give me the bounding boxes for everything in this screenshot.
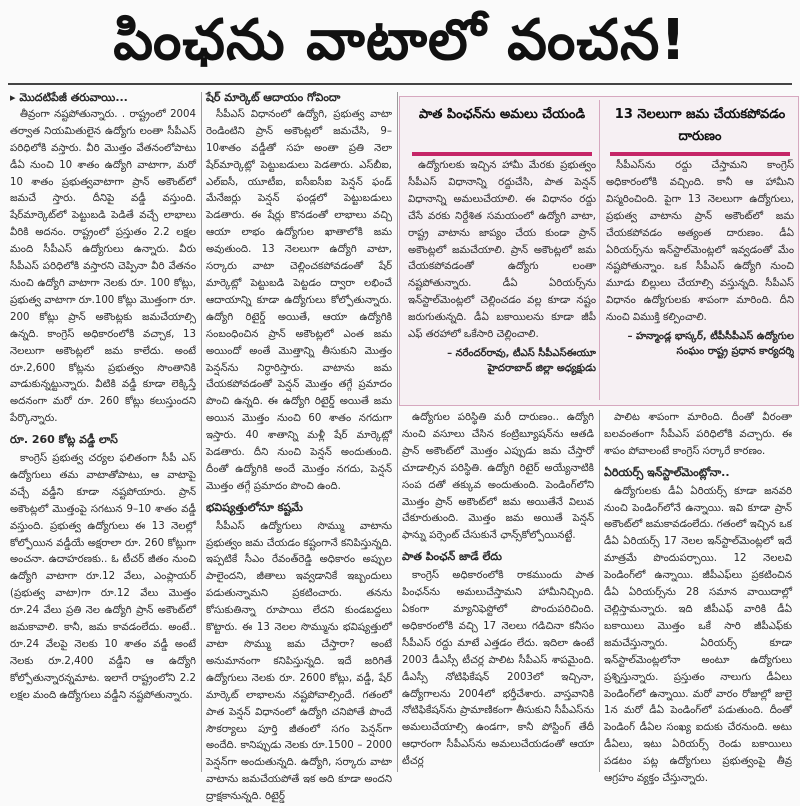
column-rule — [599, 410, 600, 772]
paragraph: ఉద్యోగులకు ఇచ్చిన హామీ మేరకు ప్రభుత్వం సీపీఎస్ విధానాన్ని రద్దుచేసి, పాత పెన్షన్ విధానాన్ని అమలుచేయాలి. ఈ విధానం రద్దు చేసే వరకు నిర్దేశిత సమయంలో ఉద్యోగి వాటా, రాష్ట్ర వాటాను జాప్యం చేయ కుండా ప్రాన్ అకౌంట్లలో జమచేయాలి. ప్రాన్ అకౌంట్లలో జమ చేయకపోవడంతో ఉద్యోగు లంతా నష్టపోతున్నారు. డీఏ ఏరియర్స్‌ను ఇన్‌స్టాల్‌మెంట్లలో చెల్లించడం వల్ల కూడా నష్టం జరుగుతున్నది. డీఏ బకాయిలను కూడా జీపీ ఎఫ్ తరహాలో ఒకేసారి చెల్లించాలి. — [408, 160, 596, 341]
kicker: ▸ మొదటిపేజీ తరువాయి... — [10, 91, 128, 104]
box-divider — [599, 100, 600, 400]
paragraph: ఉద్యోగులకు డీఏ ఏరియర్స్ కూడా జనవరి నుంచి పెండింగ్‌లోనే ఉన్నాయి. ఇవి కూడా ప్రాన్ అకౌంట్‌లో జమకావడంలేదు. గతంలో ఇచ్చిన ఒక డీఏ ఏరియర్స్ 17 నెలల ఇన్‌స్టాల్‌మెంట్లలో ఇదే మాత్రమే పొందుపర్చాయి. 12 నెలలవి పెండింగ్‌లో ఉన్నాయి. జీపీఎఫ్‌లు ప్రకటించిన డీఏ ఏరియర్స్‌ను 28 సమాన వాయిదాల్లో చెల్లిస్తామన్నారు. ఇది జీపీఎఫ్ వారికి డీఏ బకాయిలు మొత్తం ఒకే సారి జీపీఎఫ్‌కు జమచేస్తున్నారు. ఏరియర్స్ కూడా ఇన్‌స్టాల్‌మెంట్లలోనా అంటూ ఉద్యోగులు ప్రశ్నిస్తున్నారు. ప్రస్తుతం నాలుగు డీఏలు పెండింగ్‌లో ఉన్నాయి. మరో వారం రోజుల్లో జులై 1న మరో డీఏ పెండింగ్‌లో పడుతుంది. దీంతో పెండింగ్ డీఏల సంఖ్య ఐదుకు చేరనుంది. అటు డీఏలు, ఇటు ఏరియర్స్ రెండు బకాయిలు పడటం పట్ల ఉద్యోగులు ప్రభుత్వంపై తీవ్ర ఆగ్రహం వ్యక్తం చేస్తున్నారు. — [604, 485, 792, 785]
box-right-body — [606, 158, 794, 402]
box-left-heading: పాత పింఛన్‌ను అమలు చేయండి — [418, 107, 586, 122]
paragraph: సీపీఎస్‌ను రద్దు చేస్తామని కాంగ్రెస్ అధికారంలోకి వచ్చింది. కానీ ఆ హామీని విస్మరించింది. పైగా 13 నెలలుగా ఉద్యోగులు, ప్రభుత్వ వాటాను ప్రాన్ అకౌంట్‌లో జమ చేయకపోవడం అత్యంత దారుణం. డీఏ ఏరియర్స్‌ను ఇన్‌స్టాల్‌మెంట్లలో ఇవ్వడంతో మేం నష్టపోతున్నాం. ఒక సీపీఎస్ ఉద్యోగి నుంచి మూడు బిల్లులు చేయాల్సి వస్తున్నది. సీపీఎస్ విధానం ఉద్యోగులకు శాపంగా మారింది. దీని నుంచి విముక్తి కల్పించాలి. — [606, 160, 794, 324]
column-rule — [201, 92, 202, 772]
headline: పింఛను వాటాలో వంచన! — [113, 8, 687, 73]
box-left-accent-bar — [412, 152, 592, 156]
column-1 — [10, 90, 196, 774]
kicker: షేర్ మార్కెట్ ఆదాయం గోవిందా — [206, 91, 341, 104]
box-left-body — [408, 158, 596, 402]
column-4-lower — [604, 410, 792, 785]
paragraph: సీపీఎస్ ఉద్యోగులు సొమ్ము వాటాను ప్రభుత్వం జమ చేయడం కష్టంగానే కనిపిస్తున్నది. ఇప్పటికే సీఎం రేవంత్‌రెడ్డి అధికారం అప్పుల పాలైందని, జీతాలు ఇవ్వడానికే ఇబ్బందులు పడుతున్నామని ప్రకటించారు. తనను కోసుకుతిన్నా రూపాయి లేదని కుండబద్దలు కొట్టారు. ఈ 13 నెలల సొమ్మును భవిష్యత్తులో వాటా సొమ్ము జమ చేస్తారా? అంటే అనుమానంగా కనిపిస్తున్నది. ఇదే జరిగితే ఉద్యోగులు నెలకు రూ. 2600 కోట్లు, వడ్డీ, షేర్ మార్కెట్ లాభాలను నష్టపోవాల్సిందే. గతంలో పాత పెన్షన్ విధానంలో ఉద్యోగి చనిపోతే పొందే సౌకర్యాలు పూర్తి జీతంలో సగం పెన్షన్‌గా అందేది. కానిప్పుడు నెలకు రూ.1500 – 2000 పెన్షన్‌గా అందుతున్నది. ఉద్యోగి, సర్కారు వాటా వాటాను జమచేయపోతే ఇక అది కూడా అందని ద్రాక్షకానున్నది. రిటైర్డ్ — [206, 520, 392, 803]
paragraph: పాలిట శాపంగా మారింది. దీంతో వీరంతా బలవంతంగా సీపీఎస్ పరిధిలోకి వచ్చారు. ఈ శాపం పోవాలంటే కాంగ్రెస్ సర్కారే కారణం. — [604, 412, 792, 457]
paragraph: తీవ్రంగా నష్టపోతున్నారు. . రాష్ట్రంలో 2004 తర్వాత నియమితులైన ఉద్యోగు లంతా సీపీఎస్ పరిధిలోకి వస్తారు. వీరి మొత్తం వేతనంలోపాటు డీఏ నుంచి 10 శాతం ఉద్యోగి వాటాగా, మరో 10 శాతం ప్రభుత్వవాటాగా ప్రాన్ అకౌంట్‌లో జమచే స్తారు. దీనిపై వడ్డీ వస్తుంది. షేర్‌మార్కెట్‌లో పెట్టుబడి పెడితే వచ్చే లాభాలు వీరికి అదనం. రాష్ట్రంలో ప్రస్తుతం 2.2 లక్షల మంది సీపీఎస్ ఉద్యోగులు ఉన్నారు. వీరు సీపీఎస్ పరిధిలోకి వస్తారని చెప్పినా వీరి వేతనం నుంచి ఉద్యోగి వాటాగా నెలకు రూ. 100 కోట్లు, ప్రభుత్వ వాటాగా రూ.100 కోట్లు మొత్తంగా రూ. 200 కోట్లు ప్రాన్ అకౌంట్లకు జమచేయాల్సి ఉన్నది. కాంగ్రెస్ అధికారంలోకి వచ్చాక, 13 నెలలుగా అకౌంట్లలో జమ కాలేదు. అంటే రూ.2,600 కోట్లను ప్రభుత్వం సొంతానికి వాడుకున్నట్టున్నారు. వీటికి వడ్డీ కూడా లెక్కిస్తే అదనంగా మరో రూ. 260 కోట్లు కలుస్తుందని పేర్కొన్నారు. — [10, 108, 196, 425]
box-right-accent-bar — [610, 152, 790, 156]
paragraph: కాంగ్రెస్ అధికారంలోకి రాకముందు పాత పింఛన్‌ను అమలుచేస్తామని హామీనిచ్చింది. ఏకంగా మ్యానిఫెస్టోలో పొందుపరిచింది. అధికారంలోకి వచ్చి 17 నెలలు గడిచినా కనీసం సీపీఎస్ రద్దు మాటే ఎత్తడం లేదు. ఇదిలా ఉంటే 2003 డీఎస్సీ టీచర్ల పాలిట సీపీఎస్ శాపమైంది. డీఎస్సీ నోటిఫికేషన్ 2003లో ఇచ్చినా, ఉద్యోగాలను 2004లో భర్తీచేశారు. వాస్తవానికి నోటిఫికేషన్‌ను ప్రామాణికంగా తీసుకుని సీపీఎస్‌ను అమలుచేయాల్సి ఉండగా, కానీ పోస్టింగ్ తేదీ ఆధారంగా సీపీఎస్‌ను అమలుచేయడంతో ఆయా టీచర్ల — [402, 570, 594, 768]
column-2 — [206, 90, 392, 803]
box-right-signature: – హన్మాండ్ల భాస్కర్, టీపీసీపీఎస్ ఉద్యోగుల సంఘం రాష్ట్ర ప్రధాన కార్యదర్శి — [627, 331, 794, 358]
paragraph: సీపీఎస్ విధానంలో ఉద్యోగి, ప్రభుత్వ వాటా రెండింటిని ప్రాన్ అకౌంట్లలో జమచేసి, 9–10శాతం వడ్డీతో సహ అంతా ప్రతి నెలా షేర్‌మార్కెట్లో పెట్టుబడులు పెడతారు. ఎస్‌బీఐ, ఎల్ఐసీ, యూటీఐ, ఐసీఐసీఐ పెన్షన్ ఫండ్ మేనేజర్లు పెన్షన్ ఫండ్లలో పెట్టుబడులు పెడతారు. ఈ షేర్లు కొనడంతో లాభాలు వచ్చి ఆయా లాభం ఉద్యోగుల ఖాతాలోకి జమ అవుతుంది. 13 నెలలుగా ఉద్యోగి వాటా, సర్కారు వాటా చెల్లించకపోవడంతో షేర్ మార్కెట్లో పెట్టుబడి పెట్టడం ద్వారా లభించే ఆదాయాన్ని కూడా ఉద్యోగులు కోల్పోతున్నారు. ఉద్యోగి రిటైర్డ్ అయితే, ఆయా ఉద్యోగికి సంబంధించిన ప్రాన్ అకౌంట్లలో ఎంత జమ అయిందో అంతే మొత్తాన్ని తీసుకుని మొత్తం పెన్షన్‌ను నిర్ధారిస్తారు. వాటాను జమ చేయకపోవడంతో పెన్షన్ మొత్తం తగ్గే ప్రమాదం పొంచి ఉన్నది. ఈ ఉద్యోగి రిటైర్డ్ అయితే జమ అయిన మొత్తం నుంచి 60 శాతం నగదుగా ఇస్తారు. 40 శాతాన్ని మళ్లీ షేర్ మార్కెట్లో పెడతారు. దీని నుంచి పెన్షన్ అందుతుంది. దీంతో ఉద్యోగికి అందే మొత్తం నగదు, పెన్షన్ మొత్తం తగ్గే ప్రమాదం పొంచి ఉంది. — [206, 108, 392, 492]
column-rule — [397, 92, 398, 772]
paragraph: ఉద్యోగుల పరిస్థితి మరీ దారుణం.. ఉద్యోగి నుంచి వసూలు చేసిన కంట్రిబ్యూషన్‌ను ఆతడి ప్రాన్ అకౌంట్‌లో మొత్తం ఎప్పుడు జమ చేస్తారో చూడాల్సిన పరిస్థితి. ఉద్యోగి రిటైర్ అయ్యేనాటికి సంప దతో తక్కువ అందుతుంది. పెండింగ్‌లోని మొత్తం ప్రాన్ అకౌంట్‌లో జమ అయితేనే విలువ చేకూరుతుంది. మొత్తం జమ అయితే పెన్షన్ ఫాన్ను పర్సెంట్ చేసుకునే ఛాన్స్‌కోల్పోయినట్టే. — [402, 412, 594, 542]
subhead: ఏరియర్స్ ఇన్‌స్టాల్‌మెంట్లోనా.. — [604, 465, 730, 479]
box-left-signature: – నరేందర్‌రావు, టీఎస్ సీపీఎస్ఈయూ హైదరాబాద్ జిల్లా అధ్యక్షుడు — [447, 347, 596, 374]
subhead: పాత పింఛన్ జాడే లేదు — [402, 550, 502, 564]
subhead: రూ. 260 కోట్ల వడ్డీ లాస్ — [10, 433, 118, 447]
kicker-text: మొదటిపేజీ తరువాయి... — [19, 91, 128, 104]
paragraph: కాంగ్రెస్ ప్రభుత్వ చర్యల ఫలితంగా సీపీ ఎస్ ఉద్యోగులు తమ వాటాతోపాటు, ఆ వాటాపై వచ్చే వడ్డీని కూడా నష్టపోయారు. ప్రాన్ అకౌంట్లలో మొత్తంపై సగటున 9–10 శాతం వడ్డీ వస్తుంది. ప్రభుత్వ ఉద్యోగులు ఈ 13 నెలల్లో కోల్పోయిన వడ్డీయే అక్షరాలా రూ. 260 కోట్లుగా అంచనా. ఉదాహరణకు.. ఓ టీచర్ జీతం నుంచి ఉద్యోగి వాటాగా రూ.12 వేలు, ఎంప్లాయర్ (ప్రభుత్వ వాటా)గా రూ.12 వేలు మొత్తం రూ.24 వేలు ప్రతి నెల ఉద్యోగి ప్రాన్ అకౌంట్‌లో జమకావాలి. కానీ, జమ కావడంలేదు. అంటే.. రూ.24 వేలపై నెలకు 10 శాతం వడ్డీ అంటే నెలకు రూ.2,400 వడ్డీని ఆ ఉద్యోగి కోల్పోతున్నారన్నమాట. ఇలాగే రాష్ట్రంలోని 2.2 లక్షల మంది ఉద్యోగులు వడ్డీని నష్టపోతున్నారు. — [10, 453, 196, 701]
box-right-heading: 13 నెలలుగా జమ చేయకపోవడం దారుణం — [614, 107, 786, 144]
subhead: భవిష్యత్తులోనూ కష్టమే — [206, 500, 303, 514]
headline-rule — [8, 83, 792, 85]
column-3-lower — [402, 410, 594, 774]
